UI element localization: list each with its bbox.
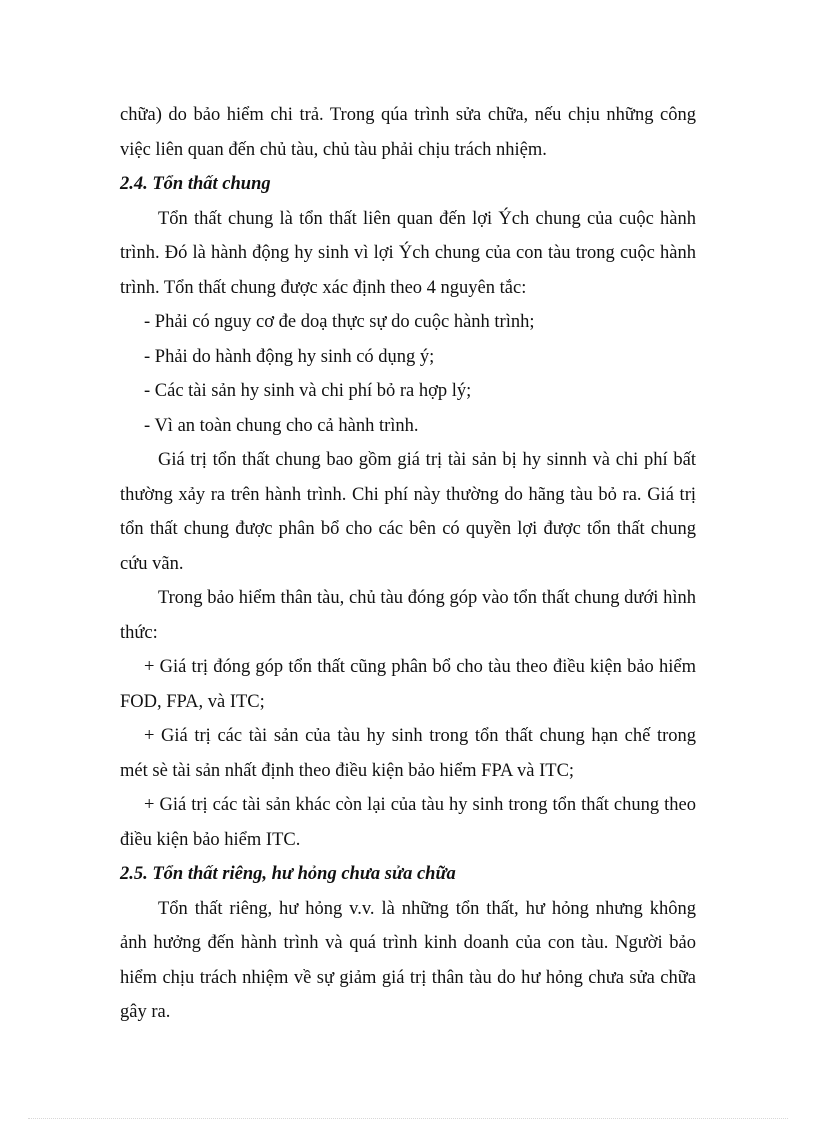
section-heading: 2.4. Tổn thất chung [120,174,271,194]
bullet-item: - Vì an toàn chung cho cả hành trình. [144,415,419,436]
plus-item: + Giá trị các tài sản của tàu hy sinh trong tổn thất chung hạn chế trong mét sè tài sản nhất định theo điều kiện bảo hiểm FPA và ITC; [120,726,696,781]
paragraph: Tổn thất riêng, hư hỏng v.v. là những tổn thất, hư hỏng nhưng không ảnh hưởng đến hành trình và quá trình kinh doanh của con tàu. Người bảo hiểm chịu trách nhiệm về sự giảm giá trị thân tàu do hư hỏng chưa sửa chữa gây ra. [120,898,696,1022]
paragraph: Trong bảo hiểm thân tàu, chủ tàu đóng góp vào tổn thất chung dưới hình thức: [120,588,696,643]
document-body [120,98,696,1030]
bullet-item: - Phải do hành động hy sinh có dụng ý; [144,346,435,367]
bullet-item: - Các tài sản hy sinh và chi phí bỏ ra hợp lý; [144,381,472,401]
paragraph: Tổn thất chung là tổn thất liên quan đến lợi Ých chung của cuộc hành trình. Đó là hành động hy sinh vì lợi Ých chung của con tàu trong cuộc hành trình. Tổn thất chung được xác định theo 4 nguyên tắc: [120,208,696,298]
page-bottom-divider [28,1118,788,1119]
plus-item: + Giá trị đóng góp tổn thất cũng phân bổ cho tàu theo điều kiện bảo hiểm FOD, FPA, và ITC; [120,657,696,712]
plus-item: + Giá trị các tài sản khác còn lại của tàu hy sinh trong tổn thất chung theo điều kiện bảo hiểm ITC. [120,795,696,850]
section-heading: 2.5. Tổn thất riêng, hư hỏng chưa sửa chữa [120,864,456,884]
bullet-item: - Phải có nguy cơ đe doạ thực sự do cuộc hành trình; [144,312,535,332]
paragraph: chữa) do bảo hiểm chi trả. Trong qúa trình sửa chữa, nếu chịu những công việc liên quan đến chủ tàu, chủ tàu phải chịu trách nhiệm. [120,105,696,160]
paragraph: Giá trị tổn thất chung bao gồm giá trị tài sản bị hy sinnh và chi phí bất thường xảy ra trên hành trình. Chi phí này thường do hãng tàu bỏ ra. Giá trị tổn thất chung được phân bổ cho các bên có quyền lợi được tổn thất chung cứu vãn. [120,450,696,574]
